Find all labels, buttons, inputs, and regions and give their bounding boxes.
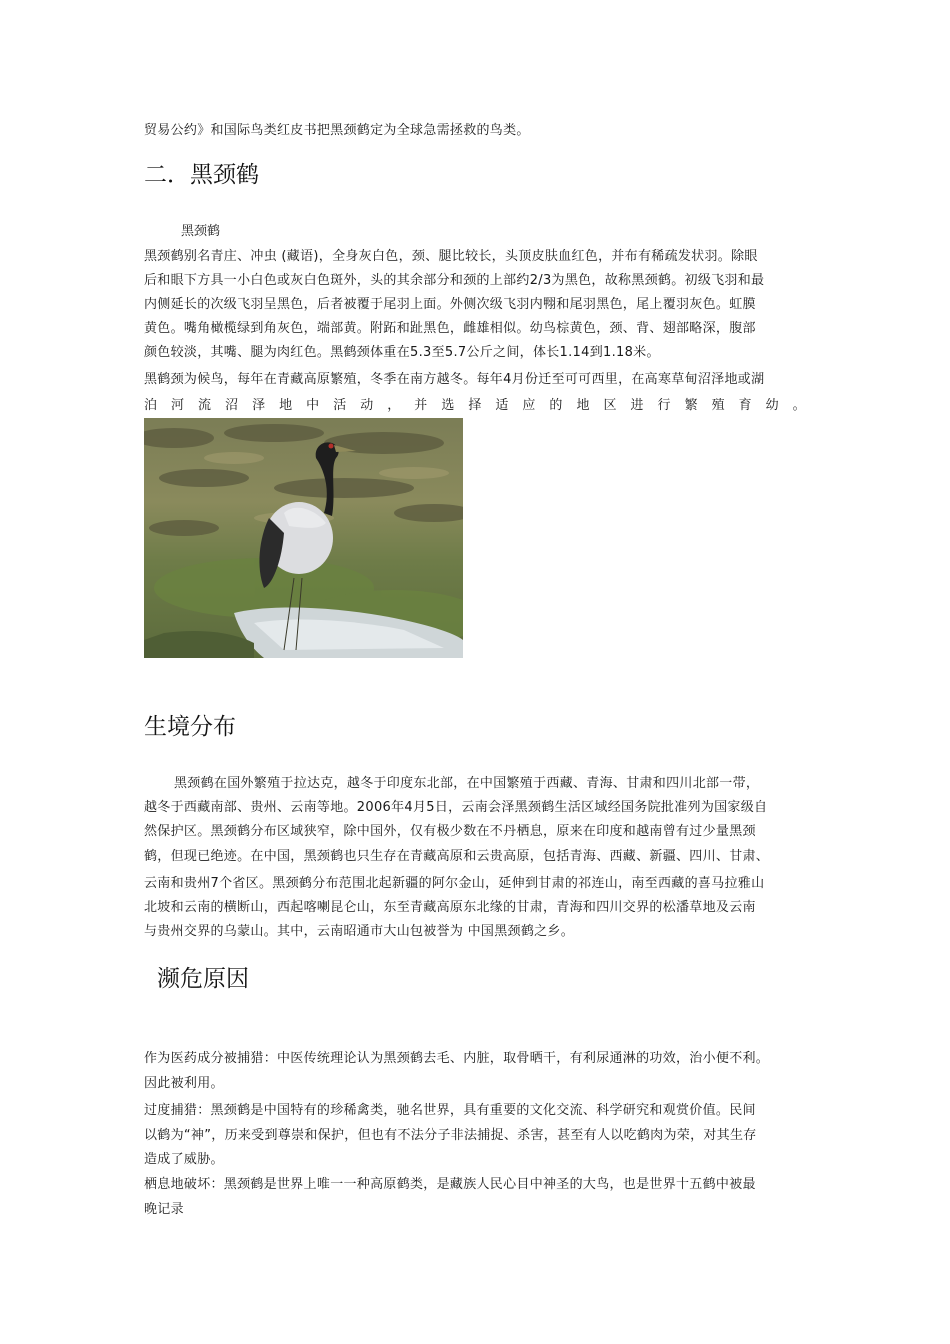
desc-line: 后和眼下方具一小白色或灰白色斑外，头的其余部分和颈的上部约2/3为黑色，故称黑颈鹤。初级飞羽和最 [144,273,765,288]
desc-line: 黄色。嘴角橄榄绿到角灰色，端部黄。附跖和趾黑色，雌雄相似。幼鸟棕黄色，颈、背、翅部略深，腹部 [144,321,756,336]
habitat-line: 云南和贵州7个省区。黑颈鹤分布范围北起新疆的阿尔金山，延伸到甘肃的祁连山，南至西藏的喜马拉雅山 [144,876,765,891]
crane-photo [144,418,463,658]
section-heading-black-necked-crane: 二．黑颈鹤 [144,162,259,188]
desc-line: 内侧延长的次级飞羽呈黑色，后者被覆于尾羽上面。外侧次级飞羽内翈和尾羽黑色，尾上覆羽灰色。虹膜 [144,297,756,312]
cause-line: 过度捕猎：黑颈鹤是中国特有的珍稀禽类，驰名世界，具有重要的文化交流、科学研究和观赏价值。民间 [144,1103,756,1118]
habitat-line: 鹤，但现已绝迹。在中国，黑颈鹤也只生存在青藏高原和云贵高原，包括青海、西藏、新疆、四川、甘肃、 [144,849,770,864]
desc-line: 黑鹤颈为候鸟，每年在青藏高原繁殖，冬季在南方越冬。每年4月份迁至可可西里，在高寒草甸沼泽地或湖 [144,372,765,387]
desc-line: 颜色较淡，其嘴、腿为肉红色。黑鹤颈体重在5.3至5.7公斤之间，体长1.14到1.18米。 [144,345,660,360]
cause-line: 栖息地破坏：黑颈鹤是世界上唯一一种高原鹤类，是藏族人民心目中神圣的大鸟，也是世界十五鹤中被最 [144,1177,756,1192]
desc-line-justified: 泊河流沼泽地中活动，并选择适应的地区进行繁殖育幼。 [144,398,806,413]
cause-line: 因此被利用。 [144,1076,224,1091]
cause-line: 作为医药成分被捕猎：中医传统理论认为黑颈鹤去毛、内脏，取骨晒干，有利尿通淋的功效，治小便不利。 [144,1051,770,1066]
cause-line: 晚记录 [144,1202,184,1217]
habitat-line: 北坡和云南的横断山，西起喀喇昆仑山，东至青藏高原东北缘的甘肃，青海和四川交界的松潘草地及云南 [144,900,756,915]
habitat-line: 越冬于西藏南部、贵州、云南等地。2006年4月5日，云南会泽黑颈鹤生活区域经国务院批准列为国家级自 [144,800,768,815]
section-heading-habitat: 生境分布 [144,714,236,740]
habitat-line: 与贵州交界的乌蒙山。其中，云南昭通市大山包被誉为 中国黑颈鹤之乡。 [144,924,575,939]
cause-line: 造成了威胁。 [144,1152,224,1167]
cause-line: 以鹤为“神”，历来受到尊崇和保护，但也有不法分子非法捕捉、杀害，甚至有人以吃鹤肉为荣，对其生存 [144,1128,757,1143]
section-heading-endangerment-causes: 濒危原因 [157,966,249,992]
habitat-line: 然保护区。黑颈鹤分布区域狭窄，除中国外，仅有极少数在不丹栖息，原来在印度和越南曾有过少量黑颈 [144,824,756,839]
habitat-line: 黑颈鹤在国外繁殖于拉达克，越冬于印度东北部，在中国繁殖于西藏、青海、甘肃和四川北部一带， [174,776,760,791]
intro-paragraph-tail: 贸易公约》和国际鸟类红皮书把黑颈鹤定为全球急需拯救的鸟类。 [144,123,530,138]
desc-line: 黑颈鹤别名青庄、冲虫 (藏语)，全身灰白色，颈、腿比较长，头顶皮肤血红色，并布有稀疏发状羽。除眼 [144,249,758,264]
image-caption: 黑颈鹤 [181,224,221,239]
